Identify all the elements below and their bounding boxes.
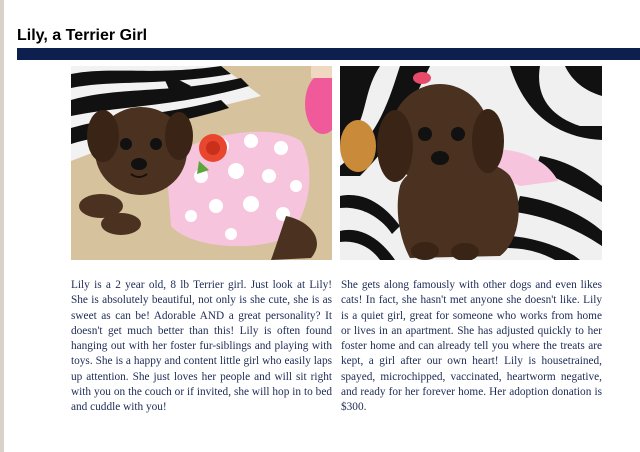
page-edge <box>0 0 4 452</box>
photo-dog-sitting <box>340 66 602 260</box>
title-rule <box>17 48 640 60</box>
body-column-left: Lily is a 2 year old, 8 lb Terrier girl. Just look at Lily! She is absolutely beautiful, not only is she cute, she is as sweet as can be! Adorable AND a great personality? It doesn't get much better than this! Lily is often found hanging out with her foster fur-siblings and playing with toys. She is a happy and content little girl who easily laps up attention. She just loves her people and will sit right with you on the couch or if invited, she will hop in to bed and cuddle with you! <box>71 279 332 414</box>
photo-dog-lying <box>71 66 332 260</box>
body-column-right: She gets along famously with other dogs and even likes cats! In fact, she hasn't met anyone she doesn't like. Lily is a quiet girl, great for someone who works from home or lives in an apartment. She has adjusted quickly to her foster home and can already tell you where the treats are kept, a girl after our own heart! Lily is housetrained, spayed, microchipped, vaccinated, heartworm negative, and ready for her forever home. Her adoption donation is $300. <box>341 279 602 414</box>
dog-sitting-illustration <box>340 66 602 260</box>
dog-lying-illustration <box>71 66 332 260</box>
page-title: Lily, a Terrier Girl <box>17 27 148 44</box>
